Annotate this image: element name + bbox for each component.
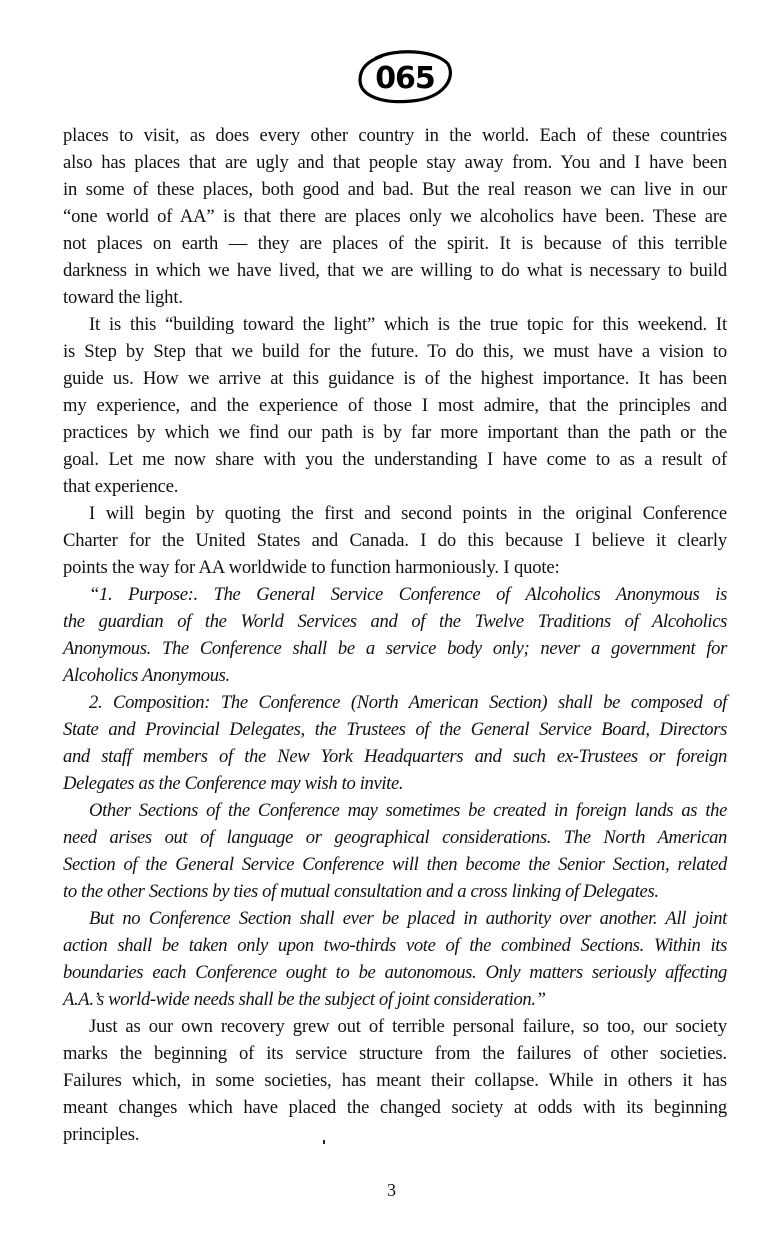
text-line: points the way for AA worldwide to function harmoniously. I quote: [63,557,560,578]
text-line: my experience, and the experience of those I most admire, that the principles and [63,395,727,416]
paragraph [63,797,727,905]
text-line: that experience. [63,476,179,497]
text-line: toward the light. [63,287,183,308]
text-line: Alcoholics Anonymous. [63,665,230,686]
text-line: is Step by Step that we build for the future. To do this, we must have a vision to [63,341,727,362]
paragraph [63,311,727,500]
text-line: the guardian of the World Services and of the Twelve Traditions of Alcoholics [63,611,727,632]
text-line: I will begin by quoting the first and second points in the original Conference [89,503,727,524]
text-line: But no Conference Section shall ever be placed in authority over another. All joint [89,908,727,929]
text-line: places to visit, as does every other country in the world. Each of these countries [63,125,727,146]
text-line: “1. Purpose:. The General Service Conference of Alcoholics Anonymous is [89,584,727,605]
handwritten-page-stamp [356,48,454,104]
text-line: 2. Composition: The Conference (North American Section) shall be composed of [89,692,727,713]
paragraph [63,500,727,581]
paragraph [63,122,727,311]
paragraph-container [63,122,727,1148]
paragraph [63,1013,727,1148]
text-line: practices by which we find our path is by far more important than the path or the [63,422,727,443]
text-line: meant changes which have placed the changed society at odds with its beginning [63,1097,727,1118]
text-line: goal. Let me now share with you the understanding I have come to as a result of [63,449,727,470]
text-line: need arises out of language or geographical considerations. The North American [63,827,727,848]
text-line: and staff members of the New York Headquarters and such ex-Trustees or foreign [63,746,727,767]
text-line: marks the beginning of its service structure from the failures of other societies. [63,1043,727,1064]
text-line: in some of these places, both good and bad. But the real reason we can live in our [63,179,727,200]
page-number: 3 [387,1180,396,1200]
paragraph [63,689,727,797]
text-line: to the other Sections by ties of mutual consultation and a cross linking of Delegates. [63,881,659,902]
text-line: “one world of AA” is that there are places only we alcoholics have been. These are [63,206,727,227]
paragraph [63,581,727,689]
text-line: Delegates as the Conference may wish to invite. [63,773,404,794]
text-line: Section of the General Service Conference will then become the Senior Section, related [63,854,727,875]
text-line: principles. [63,1124,140,1145]
paragraph [63,905,727,1013]
scan-speck [323,1140,325,1144]
stamp-number: 065 [375,60,435,96]
text-line: Failures which, in some societies, has meant their collapse. While in others it has [63,1070,727,1091]
text-line: Charter for the United States and Canada. I do this because I believe it clearly [63,530,727,551]
document-body [63,122,727,1148]
text-line: Other Sections of the Conference may sometimes be created in foreign lands as the [89,800,727,821]
text-line: State and Provincial Delegates, the Trustees of the General Service Board, Directors [63,719,727,740]
text-line: It is this “building toward the light” which is the true topic for this weekend. It [89,314,727,335]
text-line: boundaries each Conference ought to be autonomous. Only matters seriously affecting [63,962,727,983]
text-line: also has places that are ugly and that people stay away from. You and I have been [63,152,727,173]
text-line: Anonymous. The Conference shall be a service body only; never a government for [63,638,727,659]
text-line: guide us. How we arrive at this guidance is of the highest importance. It has been [63,368,727,389]
text-line: darkness in which we have lived, that we are willing to do what is necessary to build [63,260,727,281]
text-line: Just as our own recovery grew out of terrible personal failure, so too, our society [89,1016,727,1037]
text-line: action shall be taken only upon two-thirds vote of the combined Sections. Within its [63,935,727,956]
text-line: not places on earth — they are places of the spirit. It is because of this terrible [63,233,727,254]
text-line: A.A.’s world-wide needs shall be the subject of joint consideration.” [63,989,546,1010]
